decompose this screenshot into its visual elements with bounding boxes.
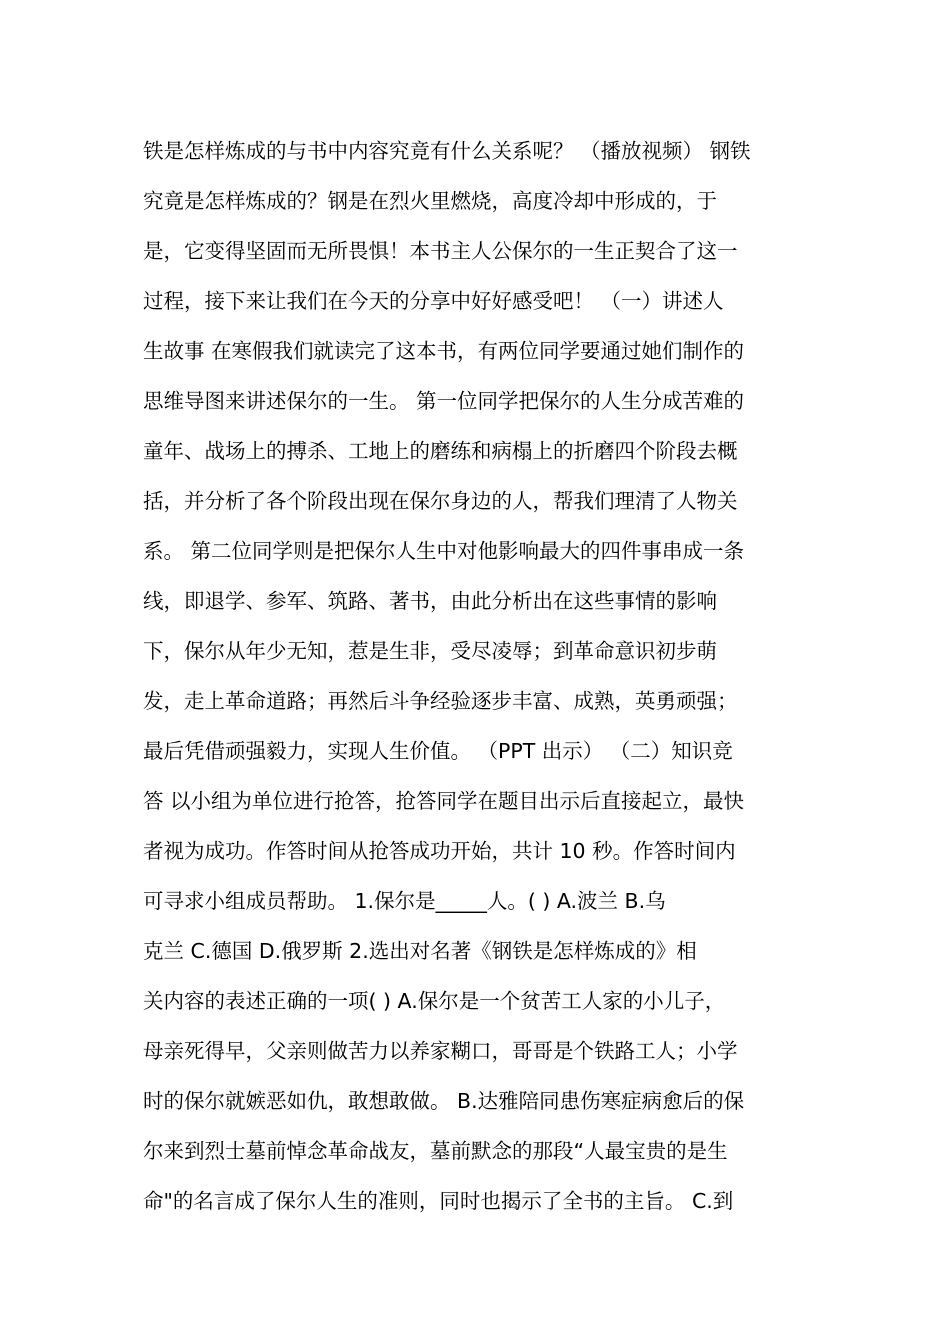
text-line: 发，走上革命道路；再然后斗争经验逐步丰富、成熟，英勇顽强； <box>143 689 738 713</box>
text-line: 可寻求小组成员帮助。 1.保尔是_____人。( ) A.波兰 B.乌 <box>143 889 666 913</box>
text-line: 母亲死得早，父亲则做苦力以养家糊口，哥哥是个铁路工人；小学 <box>143 1039 738 1063</box>
text-line: 铁是怎样炼成的与书中内容究竟有什么关系呢？ （播放视频） 钢铁 <box>143 139 751 163</box>
text-line: 命"的名言成了保尔人生的准则，同时也揭示了全书的主旨。 C.到 <box>143 1189 734 1213</box>
text-line: 童年、战场上的搏杀、工地上的磨练和病榻上的折磨四个阶段去概 <box>143 439 738 463</box>
text-line: 下，保尔从年少无知，惹是生非，受尽凌辱；到革命意识初步萌 <box>143 639 717 663</box>
body-text <box>143 126 813 1226</box>
text-line: 过程，接下来让我们在今天的分享中好好感受吧！ （一）讲述人 <box>143 289 724 313</box>
text-line: 时的保尔就嫉恶如仇，敢想敢做。 B.达雅陪同患伤寒症病愈后的保 <box>143 1089 745 1113</box>
text-line: 尔来到烈士墓前悼念革命战友，墓前默念的那段“人最宝贵的是生 <box>143 1139 728 1163</box>
text-line: 克兰 C.德国 D.俄罗斯 2.选出对名著《钢铁是怎样炼成的》相 <box>143 939 697 963</box>
text-line: 思维导图来讲述保尔的一生。 第一位同学把保尔的人生分成苦难的 <box>143 389 745 413</box>
text-line: 是，它变得坚固而无所畏惧！本书主人公保尔的一生正契合了这一 <box>143 239 738 263</box>
text-line: 最后凭借顽强毅力，实现人生价值。 （PPT 出示） （二）知识竞 <box>143 739 733 763</box>
text-line: 究竟是怎样炼成的？钢是在烈火里燃烧，高度冷却中形成的，于 <box>143 189 717 213</box>
text-line: 答 以小组为单位进行抢答，抢答同学在题目出示后直接起立，最快 <box>143 789 745 813</box>
text-line: 线，即退学、参军、筑路、著书，由此分析出在这些事情的影响 <box>143 589 717 613</box>
text-line: 者视为成功。作答时间从抢答成功开始，共计 10 秒。作答时间内 <box>143 839 736 863</box>
text-line: 关内容的表述正确的一项( ) A.保尔是一个贫苦工人家的小儿子， <box>143 989 726 1013</box>
text-line: 生故事 在寒假我们就读完了这本书，有两位同学要通过她们制作的 <box>143 339 745 363</box>
text-line: 系。 第二位同学则是把保尔人生中对他影响最大的四件事串成一条 <box>143 539 745 563</box>
text-line: 括，并分析了各个阶段出现在保尔身边的人，帮我们理清了人物关 <box>143 489 738 513</box>
